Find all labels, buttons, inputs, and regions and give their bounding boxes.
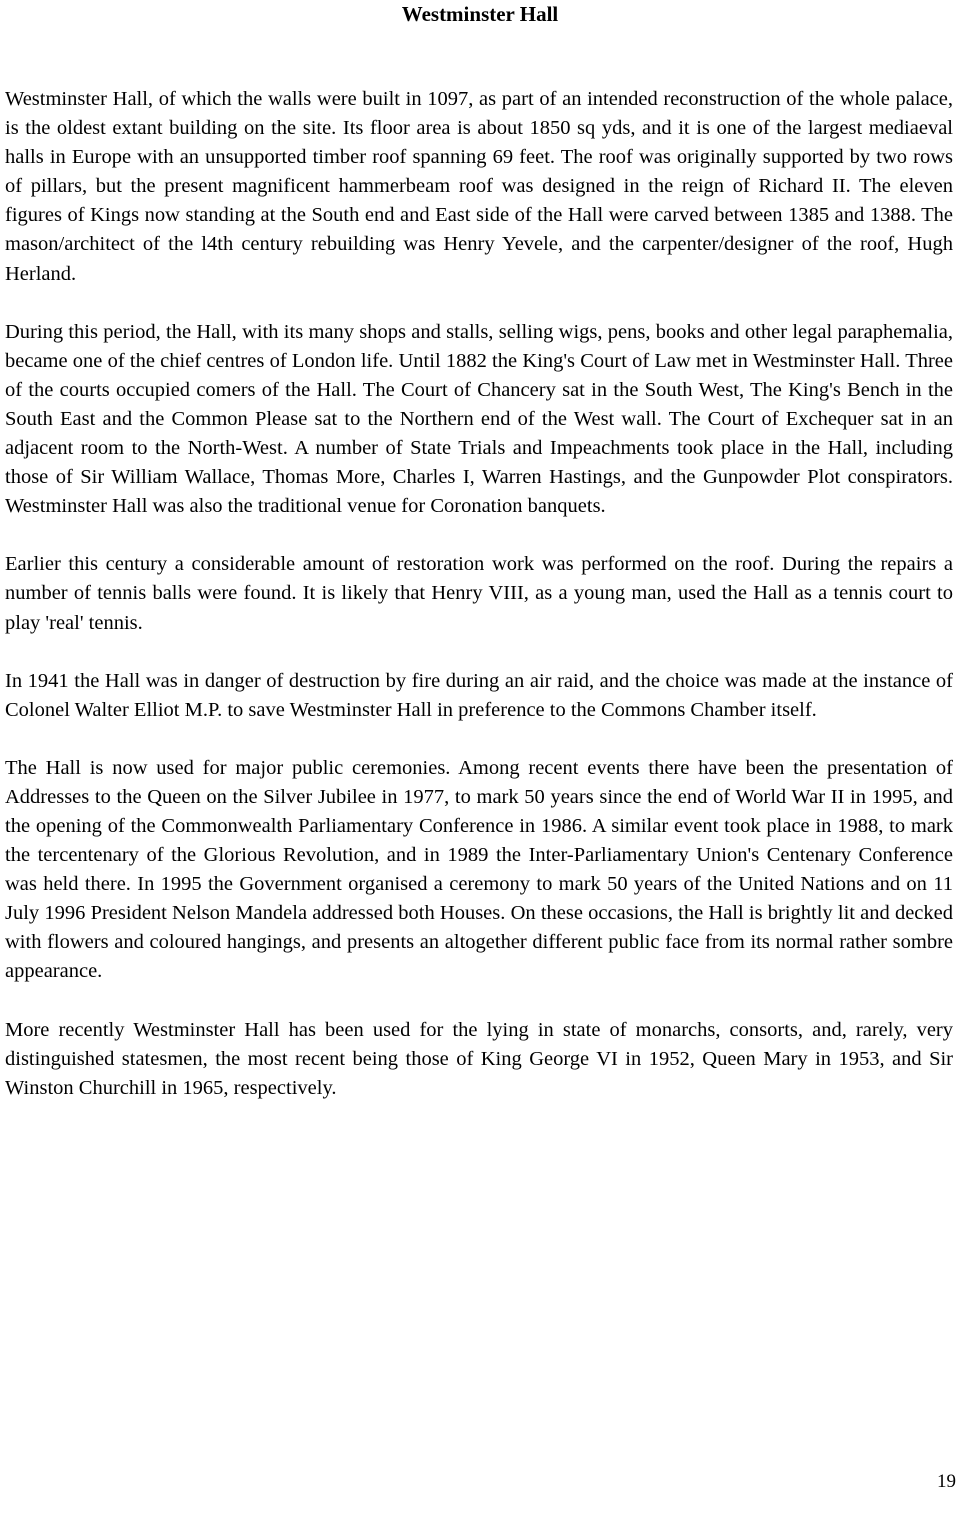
paragraph-legal-centre: During this period, the Hall, with its many shops and stalls, selling wigs, pens, books and other legal paraphemalia, became one of the chief centres of London life. Until 1882 the King's Court of Law met in Westminster Hall. Three of the courts occupied comers of the Hall. The Court of Chancery sat in the South West, The King's Bench in the South East and the Common Please sat to the Northern end of the West wall. The Court of Exchequer sat in an adjacent room to the North-West. A number of State Trials and Impeachments took place in the Hall, including those of Sir William Wallace, Thomas More, Charles I, Warren Hastings, and the Gunpowder Plot conspirators. Westminster Hall was also the traditional venue for Coronation banquets. xyxy=(5,320,953,518)
paragraph-air-raid: In 1941 the Hall was in danger of destruction by fire during an air raid, and the choice was made at the instance of Colonel Walter Elliot M.P. to save Westminster Hall in preference to the Commons Chamber itself. xyxy=(5,669,953,721)
paragraph-history: Westminster Hall, of which the walls were built in 1097, as part of an intended reconstruction of the whole palace, is the oldest extant building on the site. Its floor area is about 1850 sq yds, and it is one of the largest mediaeval halls in Europe with an unsupported timber roof spanning 69 feet. The roof was originally supported by two rows of pillars, but the present magnificent hammerbeam roof was designed in the reign of Richard II. The eleven figures of Kings now standing at the South end and East side of the Hall were carved between 1385 and 1388. The mason/architect of the l4th century rebuilding was Henry Yevele, and the carpenter/designer of the roof, Hugh Herland. xyxy=(5,88,953,285)
page-title: Westminster Hall xyxy=(401,2,559,26)
paragraph-ceremonies: The Hall is now used for major public ceremonies. Among recent events there have been the presentation of Addresses to the Queen on the Silver Jubilee in 1977, to mark 50 years since the end of World War II in 1995, and the opening of the Commonwealth Parliamentary Conference in 1986. A similar event took place in 1988, to mark the tercentenary of the Glorious Revolution, and in 1989 the Inter-Parliamentary Union's Centenary Conference was held there. In 1995 the Government organised a ceremony to mark 50 years of the United Nations and on 11 July 1996 President Nelson Mandela addressed both Houses. On these occasions, the Hall is brightly lit and decked with flowers and coloured hangings, and presents an altogether different public face from its normal rather sombre appearance. xyxy=(5,756,953,983)
paragraph-lying-in-state: More recently Westminster Hall has been used for the lying in state of monarchs, consorts, and, rarely, very distinguished statesmen, the most recent being those of King George VI in 1952, Queen Mary in 1953, and Sir Winston Churchill in 1965, respectively. xyxy=(5,1018,953,1099)
paragraph-restoration: Earlier this century a considerable amount of restoration work was performed on the roof. During the repairs a number of tennis balls were found. It is likely that Henry VIII, as a young man, used the Hall as a tennis court to play 'real' tennis. xyxy=(5,553,953,634)
document-body xyxy=(5,85,953,1132)
page-number: 19 xyxy=(937,1471,956,1492)
